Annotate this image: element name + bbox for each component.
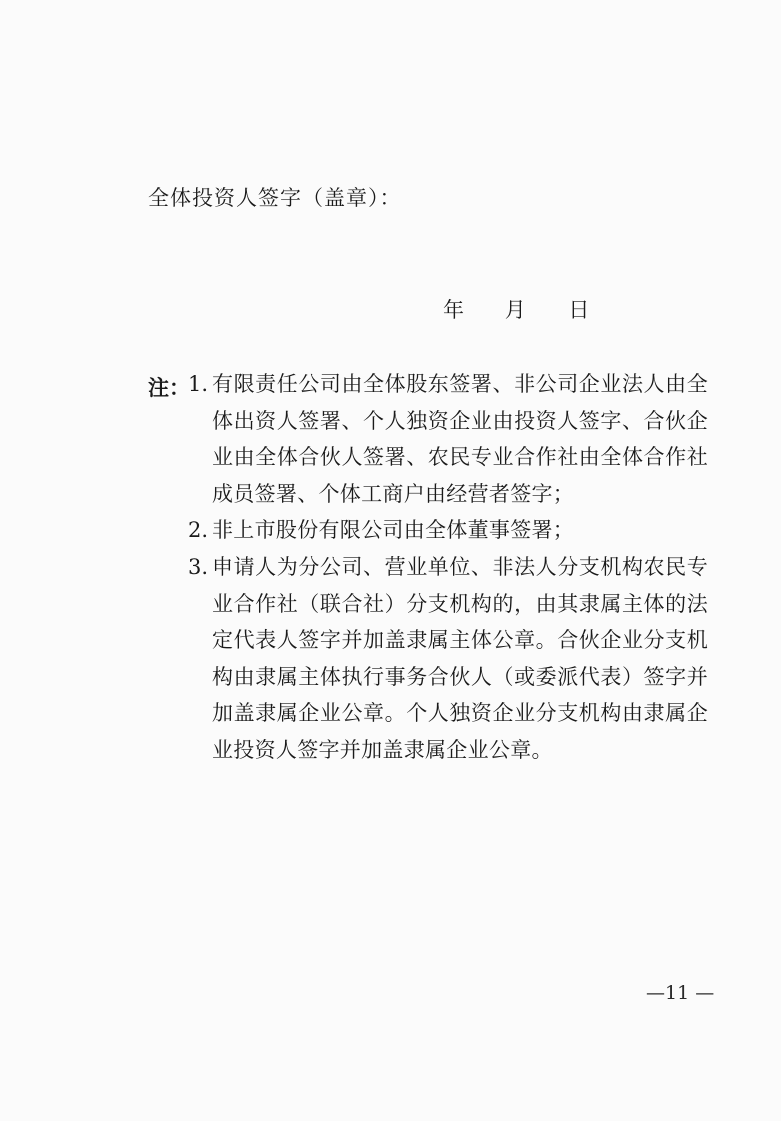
- date-month-label: 月: [504, 298, 526, 322]
- investor-signature-label: 全体投资人签字（盖章）：: [148, 186, 402, 210]
- note-text: 非上市股份有限公司由全体董事签署；: [212, 518, 575, 542]
- date-line: [443, 294, 589, 324]
- note-item-1: [188, 366, 708, 512]
- date-year-label: 年: [443, 298, 464, 322]
- note-number: 1.: [188, 372, 209, 396]
- note-text: 有限责任公司由全体股东签署、非公司企业法人由全体出资人签署、个人独资企业由投资人签字、合伙企业由全体合伙人签署、农民专业合作社由全体合作社成员签署、个体工商户由经营者签字；: [212, 372, 708, 506]
- date-day-label: 日: [568, 298, 590, 322]
- note-number: 2.: [188, 518, 209, 542]
- note-item-3: [188, 549, 708, 768]
- note-text: 申请人为分公司、营业单位、非法人分支机构农民专业合作社（联合社）分支机构的，由其隶属主体的法定代表人签字并加盖隶属主体公章。合伙企业分支机构由隶属主体执行事务合伙人（或委派代表）签字并加盖隶属企业公章。个人独资企业分支机构由隶属企业投资人签字并加盖隶属企业公章。: [212, 555, 708, 762]
- page-number: —11 —: [646, 982, 715, 1004]
- note-number: 3.: [188, 555, 209, 579]
- note-item-2: [188, 512, 708, 549]
- notes-title: 注：: [148, 376, 190, 400]
